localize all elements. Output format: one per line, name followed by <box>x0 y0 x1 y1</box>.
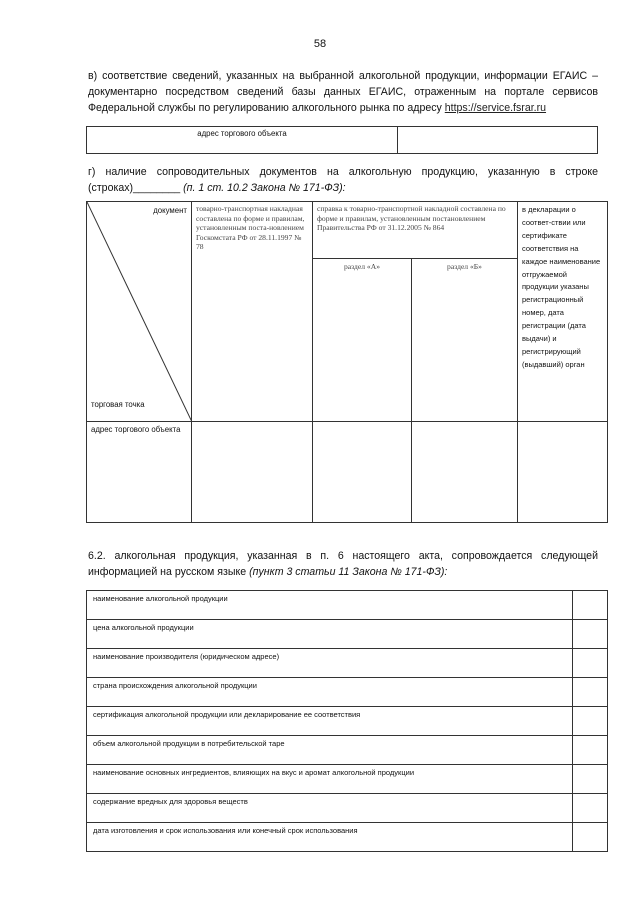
info-table-row <box>87 678 608 707</box>
fsrar-service-link[interactable]: https://service.fsrar.ru <box>444 102 547 114</box>
section-g-paragraph <box>88 164 598 196</box>
info-table-row <box>87 649 608 678</box>
section-62-law-ref: (пункт 3 статьи 11 Закона № 171-ФЗ): <box>249 566 448 578</box>
section-62-line2 <box>88 564 598 580</box>
info-table-row <box>87 794 608 823</box>
info-table-row <box>87 736 608 765</box>
section-a-header: раздел «А» <box>313 259 412 422</box>
info-table-row <box>87 707 608 736</box>
page-number: 58 <box>313 38 327 50</box>
declaration-value-cell[interactable] <box>518 422 608 523</box>
info-row-checkbox-cell[interactable] <box>573 591 608 620</box>
info-row-label: наименование алкогольной продукции <box>87 591 573 620</box>
info-row-checkbox-cell[interactable] <box>573 736 608 765</box>
section-62-line2-text: информацией на русском языке <box>88 566 250 578</box>
info-row-label: объем алкогольной продукции в потребительской таре <box>87 736 573 765</box>
diagonal-line <box>87 202 192 422</box>
section-b-value-cell[interactable] <box>412 422 518 523</box>
declaration-header: в декларации о соответ-ствии или сертификате соответствия на каждое наименование отгружаемой продукции указаны регистрационный номер, дата регистрации (дата выдачи) и регистрирующий (выдавший) орган <box>518 202 608 422</box>
corner-header-cell <box>87 202 192 422</box>
info-row-checkbox-cell[interactable] <box>573 765 608 794</box>
section-62-line1: 6.2. алкогольная продукция, указанная в п. 6 настоящего акта, сопровождается следующей <box>88 550 598 562</box>
section-g-line1: г) наличие сопроводительных документов на алкогольную продукцию, указанную в строке <box>88 166 598 178</box>
section-v-line2: документарно посредством сведений базы данных ЕГАИС, отраженным на портале сервисов <box>88 86 598 98</box>
address-value-cell[interactable] <box>398 127 598 154</box>
info-row-checkbox-cell[interactable] <box>573 794 608 823</box>
info-row-label: цена алкогольной продукции <box>87 620 573 649</box>
section-v-line1: в) соответствие сведений, указанных на выбранной алкогольной продукции, информации ЕГАИС – <box>88 70 598 82</box>
info-row-label: содержание вредных для здоровья веществ <box>87 794 573 823</box>
section-g-line2-text: (строках)________ <box>88 182 184 194</box>
ttn-value-cell[interactable] <box>192 422 313 523</box>
info-row-checkbox-cell[interactable] <box>573 707 608 736</box>
info-table <box>86 590 608 852</box>
info-row-checkbox-cell[interactable] <box>573 823 608 852</box>
info-row-label: сертификация алкогольной продукции или декларирование ее соответствия <box>87 707 573 736</box>
info-row-checkbox-cell[interactable] <box>573 620 608 649</box>
section-g-line2 <box>88 180 598 196</box>
section-v-line3-text: Федеральной службы по регулированию алкогольного рынка по адресу <box>88 102 445 114</box>
spravka-header: справка к товарно-транспортной накладной составлена по форме и правилам, установленным постановлением Правительства РФ от 31.12.2005 № 864 <box>313 202 518 259</box>
outlet-address-label: адрес торгового объекта <box>87 422 192 523</box>
address-label-cell <box>87 127 398 154</box>
section-62-paragraph <box>88 548 598 580</box>
info-row-label: наименование основных ингредиентов, влияющих на вкус и аромат алкогольной продукции <box>87 765 573 794</box>
section-v-line3 <box>88 100 598 116</box>
section-g-law-ref: (п. 1 ст. 10.2 Закона № 171-ФЗ): <box>183 182 346 194</box>
info-table-row <box>87 823 608 852</box>
info-table-row <box>87 620 608 649</box>
address-label: адрес торгового объекта <box>197 129 287 138</box>
corner-header-document: документ <box>153 206 187 215</box>
ttn-header: товарно-транспортная накладная составлена по форме и правилам, установленным поста-новлением Госкомстата РФ от 28.11.1997 № 78 <box>192 202 313 422</box>
info-row-checkbox-cell[interactable] <box>573 678 608 707</box>
address-table <box>86 126 598 154</box>
section-v-paragraph <box>88 68 598 116</box>
info-table-row <box>87 765 608 794</box>
info-table-row <box>87 591 608 620</box>
section-b-header: раздел «Б» <box>412 259 518 422</box>
info-row-label: дата изготовления и срок использования или конечный срок использования <box>87 823 573 852</box>
info-row-label: наименование производителя (юридическом адресе) <box>87 649 573 678</box>
section-a-value-cell[interactable] <box>313 422 412 523</box>
info-row-label: страна происхождения алкогольной продукции <box>87 678 573 707</box>
corner-header-outlet: торговая точка <box>91 400 145 409</box>
documents-table <box>86 201 607 522</box>
info-row-checkbox-cell[interactable] <box>573 649 608 678</box>
